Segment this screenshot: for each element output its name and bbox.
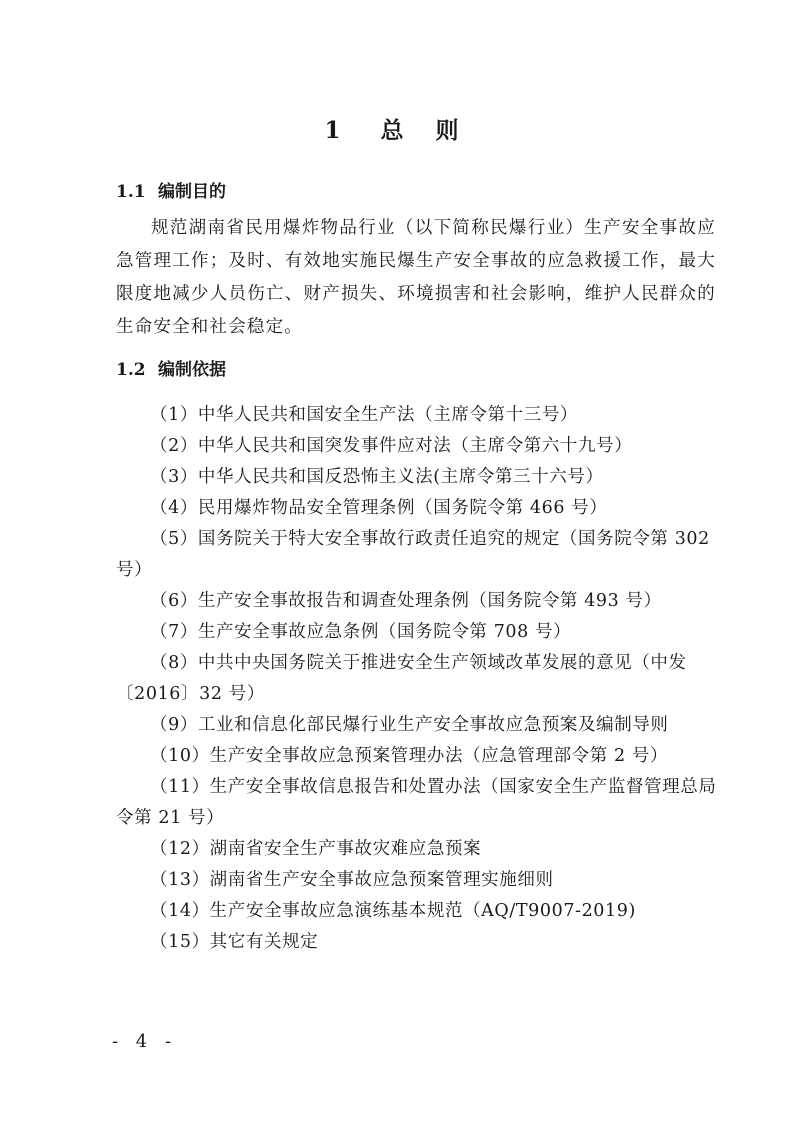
list-item: （14）生产安全事故应急演练基本规范（AQ/T9007-2019)	[150, 901, 636, 921]
list-item: （10）生产安全事故应急预案管理办法（应急管理部令第 2 号）	[150, 746, 669, 766]
list-item: （5）国务院关于特大安全事故行政责任追究的规定（国务院令第 302 号）	[116, 529, 710, 580]
purpose-paragraph: 规范湖南省民用爆炸物品行业（以下简称民爆行业）生产安全事故应急管理工作；及时、有效地实施民爆生产安全事故的应急救援工作，最大限度地减少人员伤亡、财产损失、环境损害和社会影响，维护人民群众的生命安全和社会稳定。	[116, 218, 716, 337]
basis-list	[116, 400, 726, 958]
chapter-title	[0, 112, 795, 145]
chapter-title-text: 总 则	[380, 117, 471, 144]
list-item: （11）生产安全事故信息报告和处置办法（国家安全生产监督管理总局令第 21 号）	[116, 777, 717, 828]
list-item: （2）中华人民共和国突发事件应对法（主席令第六十九号）	[150, 436, 633, 456]
section-title: 编制目的	[158, 182, 226, 202]
list-item: （1）中华人民共和国安全生产法（主席令第十三号）	[150, 405, 579, 425]
list-item: （9）工业和信息化部民爆行业生产安全事故应急预案及编制导则	[150, 715, 669, 735]
section-title: 编制依据	[158, 360, 226, 380]
chapter-number: 1	[324, 117, 343, 144]
list-item: （15）其它有关规定	[150, 932, 319, 952]
section-number: 1.2	[116, 360, 146, 380]
list-item: （12）湖南省安全生产事故灾难应急预案	[150, 839, 482, 859]
list-item: （13）湖南省生产安全事故应急预案管理实施细则	[150, 870, 554, 890]
list-item: （6）生产安全事故报告和调查处理条例（国务院令第 493 号）	[150, 591, 662, 611]
list-item: （7）生产安全事故应急条例（国务院令第 708 号）	[150, 622, 572, 642]
section-number: 1.1	[116, 182, 146, 202]
list-item: （3）中华人民共和国反恐怖主义法(主席令第三十六号）	[150, 467, 604, 487]
page-number: - 4 -	[112, 1031, 178, 1052]
section-heading-basis	[116, 355, 226, 380]
section-heading-purpose	[116, 177, 226, 202]
list-item: （8）中共中央国务院关于推进安全生产领域改革发展的意见（中发〔2016〕32 号）	[116, 653, 687, 704]
list-item: （4）民用爆炸物品安全管理条例（国务院令第 466 号）	[150, 498, 608, 518]
